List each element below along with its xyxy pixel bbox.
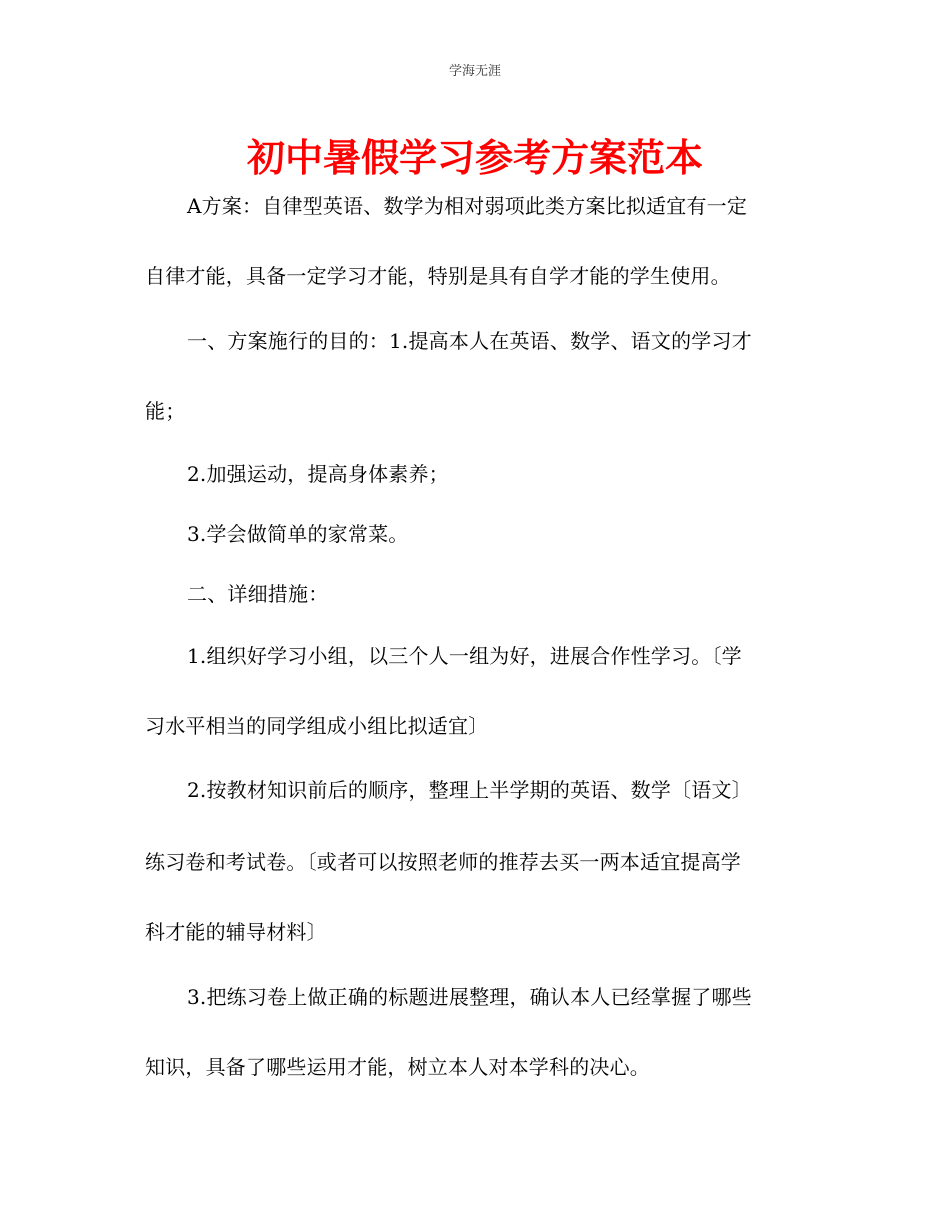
body-line-13: 3.把练习卷上做正确的标题进展整理，确认本人已经掌握了哪些 [187,985,752,1009]
body-line-2: 自律才能，具备一定学习才能，特别是具有自学才能的学生使用。 [145,264,731,288]
body-line-10: 2.按教材知识前后的顺序，整理上半学期的英语、数学〔语文〕 [187,778,752,802]
body-line-6: 3.学会做简单的家常菜。 [187,522,409,546]
page-header: 学海无涯 [448,64,501,79]
document-title: 初中暑假学习参考方案范本 [246,136,703,180]
body-line-12: 科才能的辅导材料〕 [145,920,327,944]
body-line-14: 知识，具备了哪些运用才能，树立本人对本学科的决心。 [145,1055,650,1079]
body-line-4: 能； [145,399,186,423]
body-line-1: A方案：自律型英语、数学为相对弱项此类方案比拟适宜有一定 [187,194,748,218]
body-line-11: 练习卷和考试卷。〔或者可以按照老师的推荐去买一两本适宜提高学 [145,850,741,874]
body-line-5: 2.加强运动，提高身体素养； [187,462,449,486]
body-line-8: 1.组织好学习小组，以三个人一组为好，进展合作性学习。〔学 [187,644,742,668]
body-line-7: 二、详细措施： [187,582,329,606]
body-line-3: 一、方案施行的目的：1.提高本人在英语、数学、语文的学习才 [187,329,752,353]
body-line-9: 习水平相当的同学组成小组比拟适宜〕 [145,714,489,738]
